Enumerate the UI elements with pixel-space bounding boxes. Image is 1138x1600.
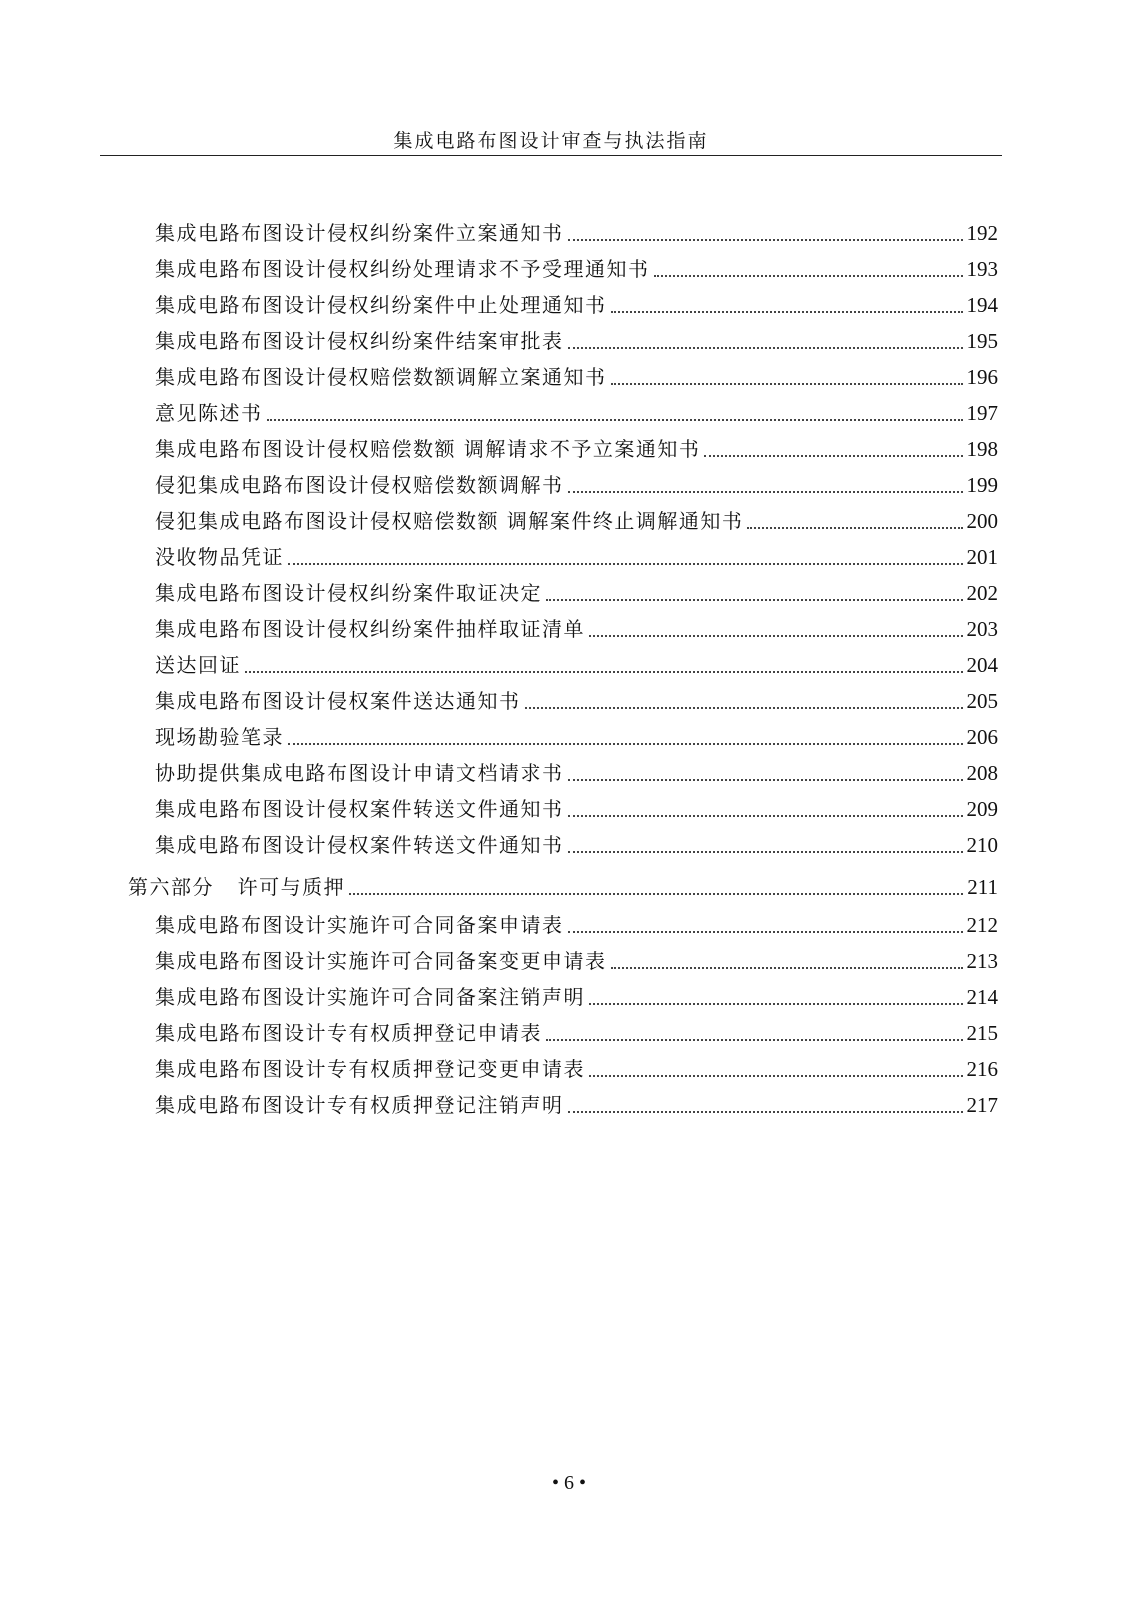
toc-entry <box>155 506 998 536</box>
toc-entry-title: 集成电路布图设计侵权纠纷案件中止处理通知书 <box>155 293 607 317</box>
toc-part-heading <box>128 872 998 902</box>
toc-entry-page: 214 <box>966 985 998 1009</box>
toc-entry-page: 210 <box>966 833 998 857</box>
toc-entry <box>155 398 998 428</box>
toc-entry-page: 194 <box>966 293 998 317</box>
dot-leader <box>568 239 963 241</box>
toc-entry-page: 201 <box>966 545 998 569</box>
toc-entry-page: 211 <box>967 875 998 899</box>
toc-entry-title: 集成电路布图设计侵权案件转送文件通知书 <box>155 797 564 821</box>
toc-entry <box>155 910 998 940</box>
toc-entry-page: 195 <box>966 329 998 353</box>
page-number: • 6 • <box>551 1472 586 1494</box>
toc-entry-title: 集成电路布图设计实施许可合同备案申请表 <box>155 913 564 937</box>
toc-entry <box>155 470 998 500</box>
toc-entry-title: 集成电路布图设计专有权质押登记注销声明 <box>155 1093 564 1117</box>
toc-entry-title: 集成电路布图设计侵权纠纷案件结案审批表 <box>155 329 564 353</box>
toc-entry-title: 集成电路布图设计实施许可合同备案变更申请表 <box>155 949 607 973</box>
dot-leader <box>546 1039 963 1041</box>
toc-entry-title: 集成电路布图设计侵权纠纷案件抽样取证清单 <box>155 617 585 641</box>
toc-entry-title: 集成电路布图设计侵权赔偿数额 调解请求不予立案通知书 <box>155 437 701 461</box>
toc-entry <box>155 982 998 1012</box>
dot-leader <box>568 815 963 817</box>
dot-leader <box>568 491 963 493</box>
dot-leader <box>568 779 963 781</box>
dot-leader <box>568 347 963 349</box>
toc-entry-title: 侵犯集成电路布图设计侵权赔偿数额调解书 <box>155 473 564 497</box>
dot-leader <box>568 851 963 853</box>
toc-entry <box>155 218 998 248</box>
toc-entry-page: 192 <box>966 221 998 245</box>
toc-entry <box>155 1090 998 1120</box>
dot-leader <box>525 707 963 709</box>
dot-leader <box>611 967 963 969</box>
toc-entry-title: 意见陈述书 <box>155 401 263 425</box>
toc-entry-title: 集成电路布图设计侵权纠纷处理请求不予受理通知书 <box>155 257 650 281</box>
toc-entry-page: 205 <box>966 689 998 713</box>
toc-entry-title: 集成电路布图设计实施许可合同备案注销声明 <box>155 985 585 1009</box>
toc-entry <box>155 1054 998 1084</box>
toc-entry-page: 193 <box>966 257 998 281</box>
toc-entry <box>155 946 998 976</box>
dot-leader <box>589 1003 963 1005</box>
toc-entry-page: 204 <box>966 653 998 677</box>
toc-entry <box>155 326 998 356</box>
toc-entry-title: 集成电路布图设计侵权案件送达通知书 <box>155 689 521 713</box>
dot-leader <box>589 1075 963 1077</box>
header-rule <box>100 155 1002 156</box>
dot-leader <box>288 743 963 745</box>
running-header: 集成电路布图设计审查与执法指南 <box>393 130 709 152</box>
toc-entry-title: 集成电路布图设计侵权纠纷案件取证决定 <box>155 581 542 605</box>
toc-entry-page: 198 <box>966 437 998 461</box>
toc-entry-page: 215 <box>966 1021 998 1045</box>
toc-entry-page: 202 <box>966 581 998 605</box>
toc-entry-title: 送达回证 <box>155 653 241 677</box>
toc-entry-title: 集成电路布图设计侵权案件转送文件通知书 <box>155 833 564 857</box>
toc-entry-title: 集成电路布图设计专有权质押登记变更申请表 <box>155 1057 585 1081</box>
dot-leader <box>288 563 963 565</box>
dot-leader <box>747 527 962 529</box>
toc-entry <box>155 614 998 644</box>
toc-entry <box>155 578 998 608</box>
toc-entry-title: 协助提供集成电路布图设计申请文档请求书 <box>155 761 564 785</box>
toc-entry <box>155 290 998 320</box>
toc-entry-title: 现场勘验笔录 <box>155 725 284 749</box>
toc-entry-title: 集成电路布图设计侵权赔偿数额调解立案通知书 <box>155 365 607 389</box>
toc-entry-page: 199 <box>966 473 998 497</box>
dot-leader <box>568 1111 963 1113</box>
dot-leader <box>245 671 963 673</box>
toc-entry <box>155 650 998 680</box>
toc-entry-page: 217 <box>966 1093 998 1117</box>
toc-entry <box>155 1018 998 1048</box>
dot-leader <box>546 599 963 601</box>
toc-entry-page: 213 <box>966 949 998 973</box>
toc-entry-title: 没收物品凭证 <box>155 545 284 569</box>
dot-leader <box>654 275 963 277</box>
toc-entry-page: 206 <box>966 725 998 749</box>
toc-entry <box>155 758 998 788</box>
toc-entry-page: 200 <box>966 509 998 533</box>
dot-leader <box>611 383 963 385</box>
dot-leader <box>568 931 963 933</box>
toc-entry <box>155 362 998 392</box>
toc-entry <box>155 542 998 572</box>
dot-leader <box>704 455 962 457</box>
toc-entry-title: 集成电路布图设计专有权质押登记申请表 <box>155 1021 542 1045</box>
dot-leader <box>349 893 963 895</box>
toc-entry <box>155 794 998 824</box>
toc-entry <box>155 434 998 464</box>
dot-leader <box>267 419 963 421</box>
toc-entry <box>155 830 998 860</box>
toc-entry-page: 203 <box>966 617 998 641</box>
dot-leader <box>589 635 963 637</box>
toc-entry-page: 209 <box>966 797 998 821</box>
toc-entry-page: 197 <box>966 401 998 425</box>
toc-entry <box>155 686 998 716</box>
toc-entry-page: 208 <box>966 761 998 785</box>
toc-entry <box>155 254 998 284</box>
toc-entry-title: 侵犯集成电路布图设计侵权赔偿数额 调解案件终止调解通知书 <box>155 509 744 533</box>
toc-entry <box>155 722 998 752</box>
dot-leader <box>611 311 963 313</box>
toc-part-title: 第六部分 许可与质押 <box>128 875 346 899</box>
toc-entry-page: 216 <box>966 1057 998 1081</box>
toc-entry-page: 212 <box>966 913 998 937</box>
toc-entry-page: 196 <box>966 365 998 389</box>
toc-entry-title: 集成电路布图设计侵权纠纷案件立案通知书 <box>155 221 564 245</box>
